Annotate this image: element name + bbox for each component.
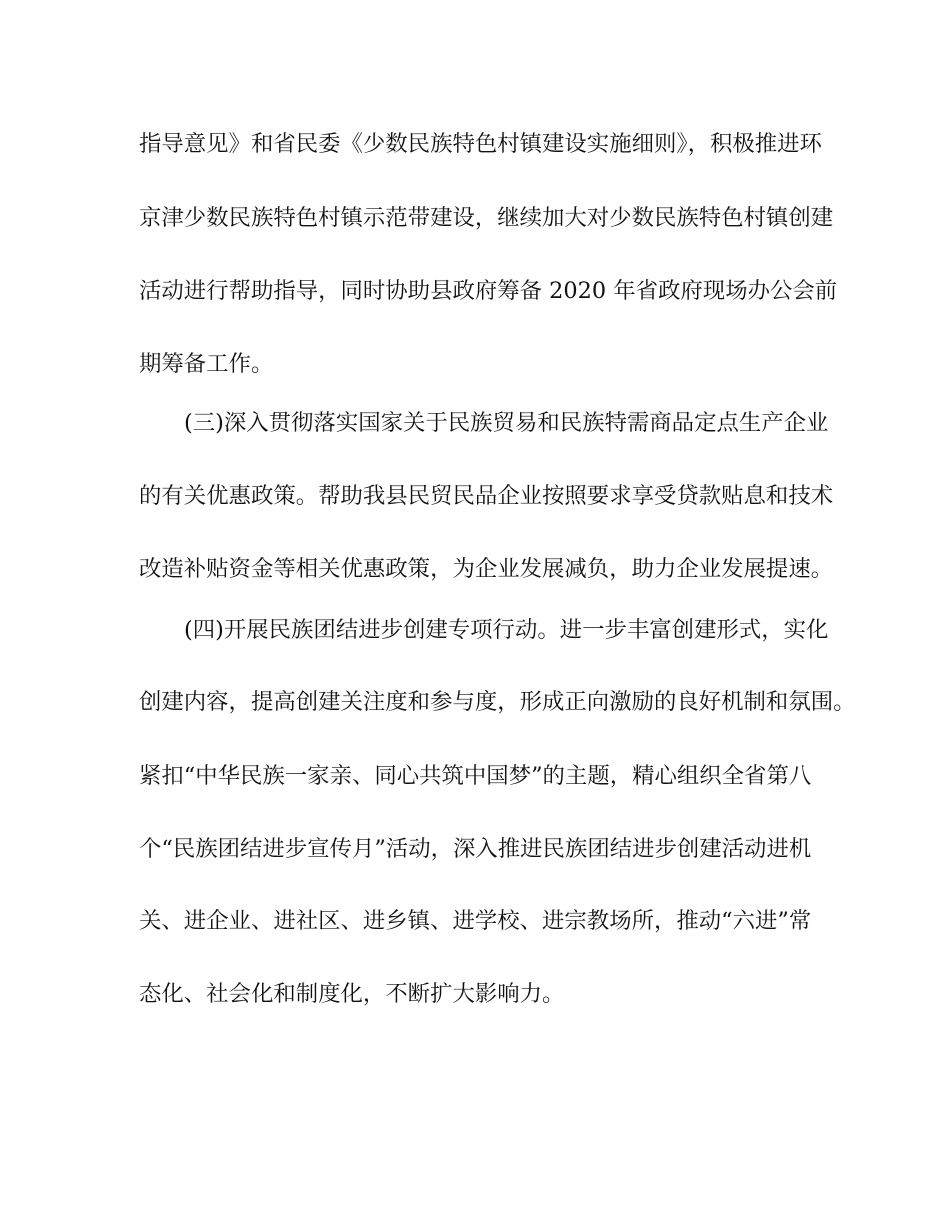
text-line-13: 态化、社会化和制度化，不断扩大影响力。: [139, 981, 565, 1007]
text-line-7: 改造补贴资金等相关优惠政策，为企业发展减负，助力企业发展提速。: [139, 556, 834, 582]
text-line-12: 关、进企业、进社区、进乡镇、进学校、进宗教场所，推动“六进”常: [139, 908, 812, 934]
text-line-9: 创建内容，提高创建关注度和参与度，形成正向激励的良好机制和氛围。: [139, 689, 856, 715]
paragraph-3-start: (三)深入贯彻落实国家关于民族贸易和民族特需商品定点生产企业: [184, 410, 829, 436]
text-line-6: 的有关优惠政策。帮助我县民贸民品企业按照要求享受贷款贴息和技术: [139, 483, 834, 509]
text-line-4: 期筹备工作。: [139, 351, 274, 377]
paragraph-4-start: (四)开展民族团结进步创建专项行动。进一步丰富创建形式，实化: [184, 617, 829, 643]
text-line-11: 个“民族团结进步宣传月”活动，深入推进民族团结进步创建活动进机: [139, 836, 812, 862]
text-line-1: 指导意见》和省民委《少数民族特色村镇建设实施细则》，积极推进环: [139, 131, 822, 157]
text-line-2: 京津少数民族特色村镇示范带建设，继续加大对少数民族特色村镇创建: [139, 205, 834, 231]
text-line-10: 紧扣“中华民族一家亲、同心共筑中国梦”的主题，精心组织全省第八: [139, 763, 812, 789]
text-line-3: 活动进行帮助指导，同时协助县政府筹备 2020 年省政府现场办公会前: [139, 278, 838, 304]
